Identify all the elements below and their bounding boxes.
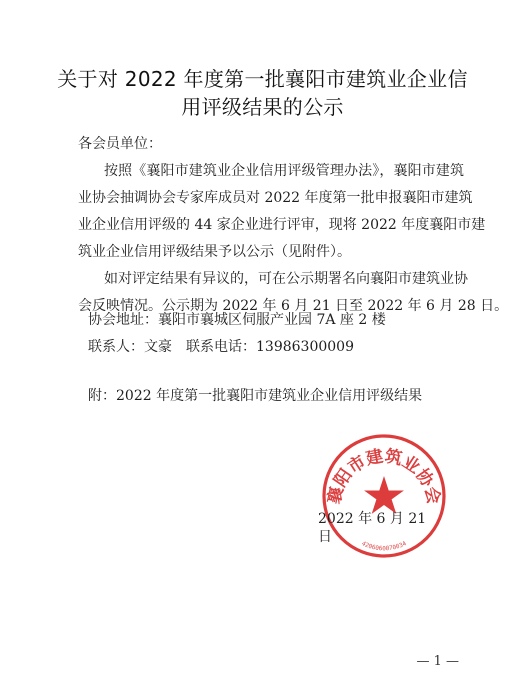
paragraph-1-line-2: 业协会抽调协会专家库成员对 2022 年度第一批申报襄阳市建筑 xyxy=(78,190,473,206)
page-number: — 1 — xyxy=(416,654,459,669)
address: 协会地址：襄阳市襄城区伺服产业园 7A 座 2 楼 xyxy=(88,312,386,328)
seal-serial-number: 4206060070034 xyxy=(360,540,408,553)
paragraph-1-line-3: 业企业信用评级的 44 家企业进行评审，现将 2022 年度襄阳市建 xyxy=(78,217,486,233)
paragraph-2-line-2: 会反映情况。公示期为 2022 年 6 月 21 日至 2022 年 6 月 28 日。 xyxy=(78,298,509,314)
seal-star-icon xyxy=(364,476,404,514)
paragraph-1-line-1: 按照《襄阳市建筑业企业信用评级管理办法》，襄阳市建筑 xyxy=(104,163,464,179)
paragraph-2-line-1: 如对评定结果有异议的，可在公示期署名向襄阳市建筑业协 xyxy=(104,271,468,287)
paragraph-1-line-4: 筑业企业信用评级结果予以公示（见附件）。 xyxy=(78,244,351,260)
document-title-line-2: 用评级结果的公示 xyxy=(181,95,344,119)
salutation: 各会员单位： xyxy=(78,136,162,152)
seal-org-name: 襄阳市建筑业协会 xyxy=(324,446,444,506)
document-title-line-1: 关于对 2022 年度第一批襄阳市建筑业企业信 xyxy=(57,67,468,91)
attachment-note: 附：2022 年度第一批襄阳市建筑业企业信用评级结果 xyxy=(88,388,423,404)
signature-date: 2022 年 6 月 21 日 xyxy=(318,511,427,545)
contact-info: 联系人：文豪 联系电话：13986300009 xyxy=(88,339,354,355)
